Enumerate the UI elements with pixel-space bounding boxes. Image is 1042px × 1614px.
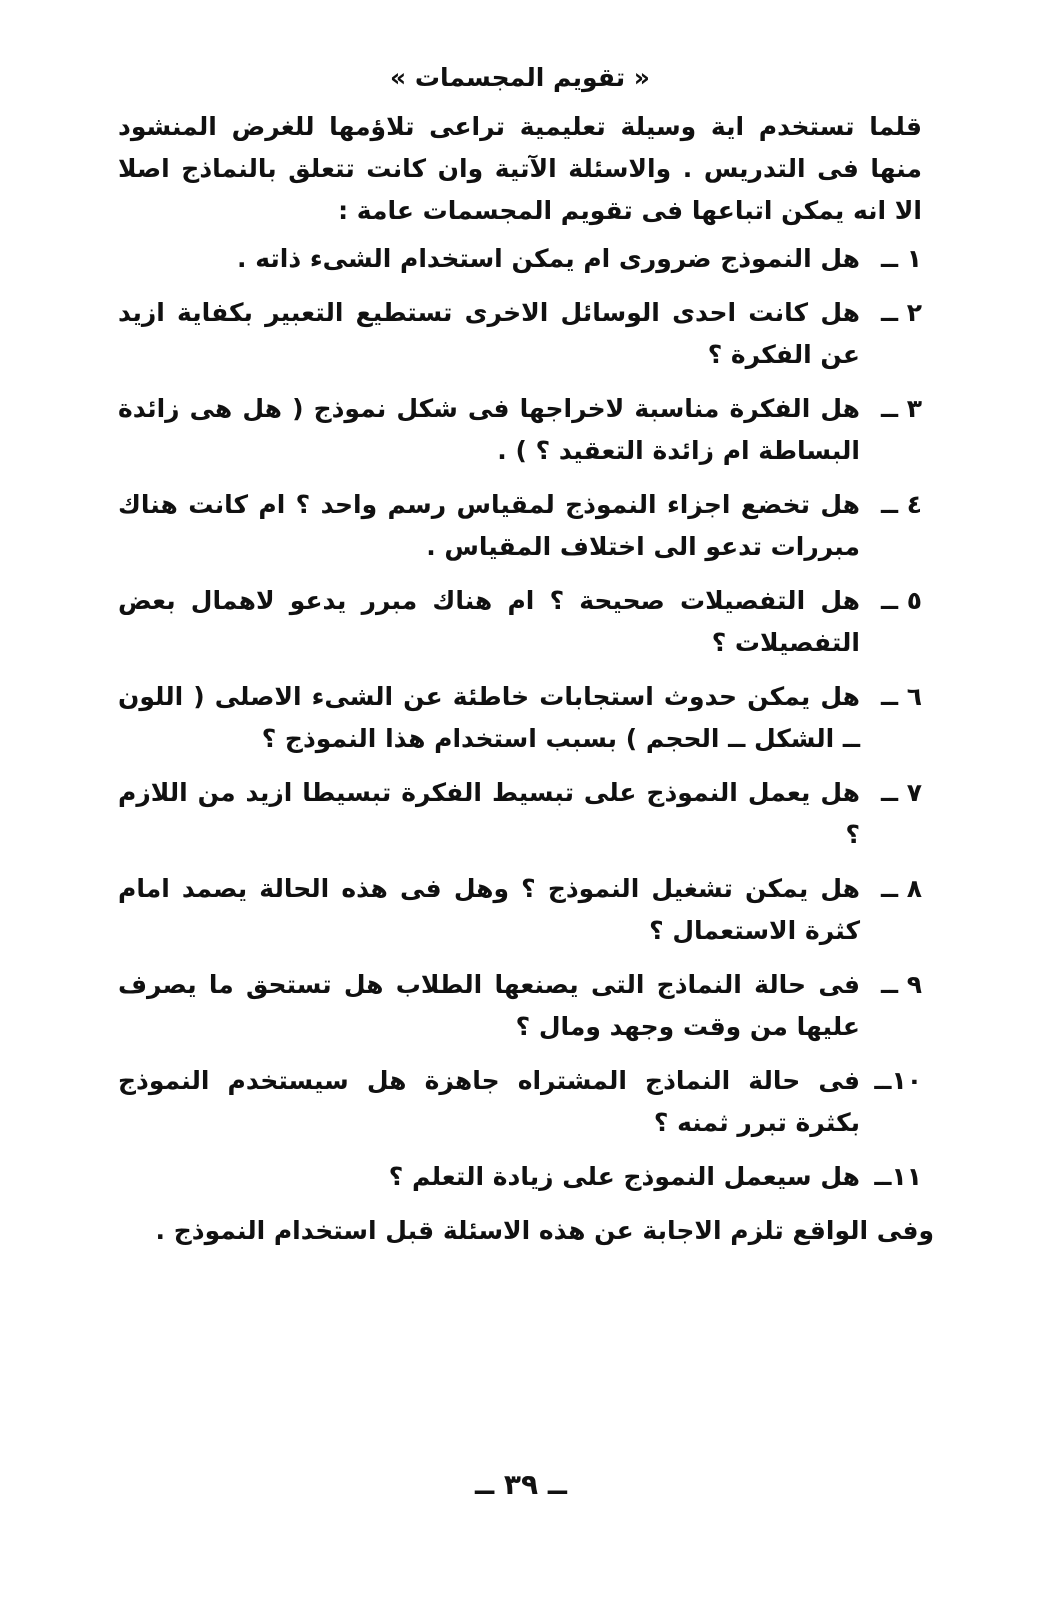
question-text: هل يعمل النموذج على تبسيط الفكرة تبسيطا ازيد من اللازم ؟: [118, 778, 860, 849]
question-number: ٥ ــ: [880, 586, 922, 615]
question-text: هل النموذج ضرورى ام يمكن استخدام الشىء ذاته .: [237, 244, 860, 273]
question-number: ٢ ــ: [880, 298, 922, 327]
document-title: « تقويم المجسمات »: [390, 63, 650, 92]
page-number: ــ ٣٩ ــ: [475, 1468, 567, 1501]
list-item: [118, 868, 922, 952]
list-item: [118, 238, 922, 280]
question-text: هل تخضع اجزاء النموذج لمقياس رسم واحد ؟ ام كانت هناك مبررات تدعو الى اختلاف المقياس .: [118, 490, 860, 561]
question-number: ٣ ــ: [880, 394, 922, 423]
question-text: هل كانت احدى الوسائل الاخرى تستطيع التعبير بكفاية ازيد عن الفكرة ؟: [118, 298, 860, 369]
intro-paragraph: قلما تستخدم اية وسيلة تعليمية تراعى تلاؤمها للغرض المنشود منها فى التدريس . والاسئلة الآتية وان كانت تتعلق بالنماذج اصلا الا انه يمكن اتباعها فى تقويم المجسمات عامة :: [118, 112, 922, 225]
conclusion-paragraph: وفى الواقع تلزم الاجابة عن هذه الاسئلة قبل استخدام النموذج .: [155, 1216, 934, 1245]
list-item: [118, 1060, 922, 1144]
list-item: [118, 1156, 922, 1198]
list-item: [118, 292, 922, 376]
question-text: هل يمكن تشغيل النموذج ؟ وهل فى هذه الحالة يصمد امام كثرة الاستعمال ؟: [118, 874, 860, 945]
question-text: فى حالة النماذج المشتراه جاهزة هل سيستخدم النموذج بكثرة تبرر ثمنه ؟: [118, 1066, 860, 1137]
question-text: هل سيعمل النموذج على زيادة التعلم ؟: [388, 1162, 860, 1191]
question-number: ٧ ــ: [880, 778, 922, 807]
list-item: [118, 964, 922, 1048]
question-text: هل يمكن حدوث استجابات خاطئة عن الشىء الاصلى ( اللون ــ الشكل ــ الحجم ) بسبب استخدام هذا النموذج ؟: [118, 682, 860, 753]
question-text: فى حالة النماذج التى يصنعها الطلاب هل تستحق ما يصرف عليها من وقت وجهد ومال ؟: [118, 970, 860, 1041]
list-item: [118, 772, 922, 856]
list-item: [118, 676, 922, 760]
question-list: [118, 238, 922, 1198]
document-page: [118, 58, 934, 1558]
question-number: ١٠ــ: [874, 1066, 922, 1095]
question-number: ١١ــ: [874, 1162, 922, 1191]
question-text: هل التفصيلات صحيحة ؟ ام هناك مبرر يدعو لاهمال بعض التفصيلات ؟: [118, 586, 860, 657]
question-text: هل الفكرة مناسبة لاخراجها فى شكل نموذج ( هل هى زائدة البساطة ام زائدة التعقيد ؟ ) .: [118, 394, 860, 465]
list-item: [118, 484, 922, 568]
question-number: ٩ ــ: [880, 970, 922, 999]
question-number: ٤ ــ: [880, 490, 922, 519]
question-number: ٨ ــ: [880, 874, 922, 903]
question-number: ١ ــ: [880, 244, 922, 273]
question-number: ٦ ــ: [880, 682, 922, 711]
list-item: [118, 580, 922, 664]
list-item: [118, 388, 922, 472]
